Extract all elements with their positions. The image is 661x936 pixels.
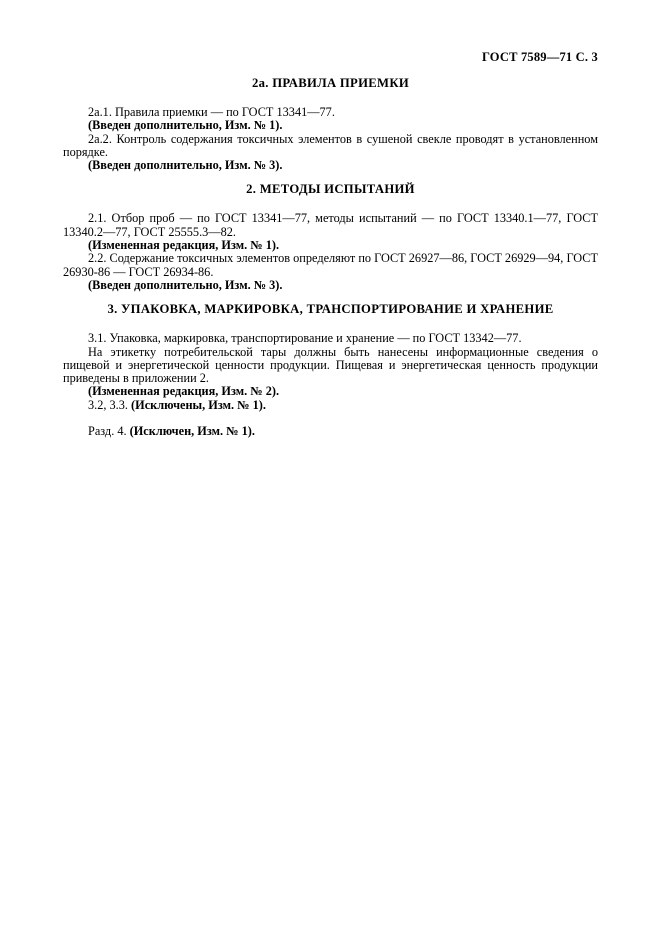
- amendment-note-2a-1: (Введен дополнительно, Изм. № 1).: [88, 118, 283, 133]
- clause-number-3-2-3-3: 3.2, 3.3.: [88, 397, 132, 412]
- amendment-note-2-2: (Введен дополнительно, Изм. № 3).: [88, 277, 283, 292]
- clause-section-4-excluded: [63, 425, 598, 438]
- section-title-2-test-methods: 2. МЕТОДЫ ИСПЫТАНИЙ: [246, 182, 415, 197]
- section-title-3-packaging-marking: 3. УПАКОВКА, МАРКИРОВКА, ТРАНСПОРТИРОВАНИЕ И ХРАНЕНИЕ: [107, 302, 554, 317]
- amendment-note-2a-2: (Введен дополнительно, Изм. № 3).: [88, 158, 283, 173]
- amendment-note-section-4: (Исключен, Изм. № 1).: [129, 424, 255, 439]
- amendment-note-3-1: (Измененная редакция, Изм. № 2).: [88, 384, 280, 399]
- clause-2-1: 2.1. Отбор проб — по ГОСТ 13341—77, методы испытаний — по ГОСТ 13340.1—77, ГОСТ 13340.2—77, ГОСТ 25555.3—82.: [63, 211, 598, 239]
- clause-2-2: 2.2. Содержание токсичных элементов определяют по ГОСТ 26927—86, ГОСТ 26929—94, ГОСТ 26930-86 — ГОСТ 26934-86.: [63, 251, 598, 279]
- clause-number-section-4: Разд. 4.: [88, 424, 130, 439]
- doc-header-reference: ГОСТ 7589—71 С. 3: [481, 50, 598, 64]
- clause-3-1: 3.1. Упаковка, маркировка, транспортирование и хранение — по ГОСТ 13342—77.: [88, 331, 522, 346]
- document-page: [63, 50, 598, 438]
- clause-2a-1: 2а.1. Правила приемки — по ГОСТ 13341—77.: [88, 105, 335, 119]
- amendment-note-2-1: (Измененная редакция, Изм. № 1).: [88, 238, 280, 253]
- clause-3-1-label-requirements: На этикетку потребительской тары должны быть нанесены информационные сведения о пищевой и энергетической ценности продукции. Пищевая и энергетическая ценность продукции приведены в приложении 2.: [63, 344, 598, 386]
- clause-2a-2: 2а.2. Контроль содержания токсичных элементов в сушеной свекле проводят в установленном порядке.: [63, 131, 598, 159]
- amendment-note-3-2-3-3: (Исключены, Изм. № 1).: [131, 397, 266, 412]
- section-title-2a-acceptance-rules: 2а. ПРАВИЛА ПРИЕМКИ: [251, 76, 409, 90]
- clause-3-2-3-3-excluded: [63, 399, 598, 412]
